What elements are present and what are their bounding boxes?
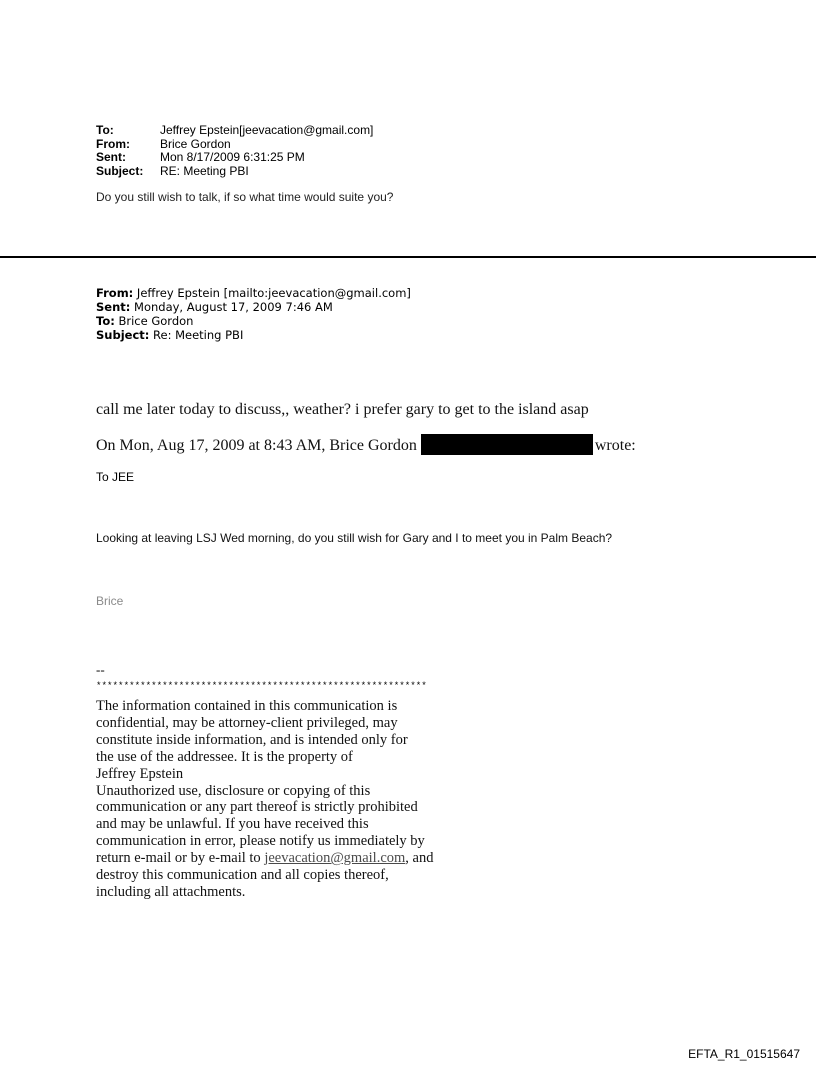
quoted-subject-value: Re: Meeting PBI — [149, 328, 244, 342]
email-link[interactable]: jeevacation@gmail.com — [264, 850, 406, 867]
subject-value: RE: Meeting PBI — [160, 163, 249, 178]
disclaimer-line: Unauthorized use, disclosure or copying of this — [96, 782, 371, 799]
subject-label: Subject: — [96, 163, 144, 178]
sent-value: Mon 8/17/2009 6:31:25 PM — [160, 150, 305, 164]
on-line-prefix: On Mon, Aug 17, 2009 at 8:43 AM, Brice Gordon — [96, 437, 417, 454]
divider-line — [0, 256, 816, 258]
quoted-to-value: Brice Gordon — [114, 314, 194, 328]
disclaimer-line: Jeffrey Epstein — [96, 765, 184, 782]
on-date-line — [96, 434, 636, 455]
email-header — [96, 124, 373, 178]
quoted-subject-label: Subject: — [96, 328, 150, 342]
confidentiality-disclaimer — [96, 698, 476, 901]
quoted-sent-label: Sent: — [96, 300, 131, 314]
disclaimer-line: confidential, may be attorney-client privileged, may — [96, 714, 398, 731]
disclaimer-line-with-link — [96, 850, 476, 867]
header-to-row — [96, 124, 373, 138]
quoted-body: call me later today to discuss,, weather? i prefer gary to get to the island asap — [96, 401, 589, 418]
disclaimer-line: communication or any part thereof is strictly prohibited — [96, 799, 418, 816]
document-id: EFTA_R1_01515647 — [688, 1047, 800, 1061]
disclaimer-line: communication in error, please notify us immediately by — [96, 833, 425, 850]
disclaimer-line: and may be unlawful. If you have received this — [96, 816, 369, 833]
to-label: To: — [96, 123, 114, 137]
quoted-from-row — [96, 286, 411, 300]
quoted-to-label: To: — [96, 314, 115, 328]
signature: Brice — [96, 594, 124, 608]
separator-stars: ************************************************************ — [96, 680, 427, 691]
on-line-suffix: wrote: — [594, 437, 636, 454]
greeting: To JEE — [96, 470, 135, 484]
sent-label: Sent: — [96, 150, 126, 164]
disclaimer-line: the use of the addressee. It is the property of — [96, 748, 353, 765]
from-label: From: — [96, 136, 130, 151]
to-value: Jeffrey Epstein[jeevacation@gmail.com] — [160, 123, 374, 137]
message-body: Looking at leaving LSJ Wed morning, do you still wish for Gary and I to meet you in Palm Beach? — [96, 531, 613, 545]
quoted-to-row — [96, 314, 411, 328]
separator-dash: -- — [96, 662, 105, 677]
disclaimer-line: destroy this communication and all copies thereof, — [96, 867, 389, 884]
disclaimer-line: constitute inside information, and is intended only for — [96, 731, 408, 748]
quoted-from-label: From: — [96, 286, 134, 300]
disclaimer-line: including all attachments. — [96, 883, 246, 900]
quoted-sent-row — [96, 300, 411, 314]
redaction-box — [421, 434, 593, 455]
from-value: Brice Gordon — [160, 136, 231, 151]
quoted-from-value: Jeffrey Epstein [mailto:jeevacation@gmail.com] — [133, 286, 411, 300]
header-subject-row — [96, 165, 373, 179]
disclaimer-text: , and — [405, 850, 434, 867]
reply-body: Do you still wish to talk, if so what time would suite you? — [96, 190, 394, 204]
disclaimer-line: The information contained in this communication is — [96, 698, 398, 714]
header-from-row — [96, 138, 373, 152]
disclaimer-text: return e-mail or by e-mail to — [96, 850, 265, 867]
header-sent-row — [96, 151, 373, 165]
quoted-header — [96, 286, 411, 342]
quoted-subject-row — [96, 328, 411, 342]
quoted-sent-value: Monday, August 17, 2009 7:46 AM — [130, 300, 333, 314]
